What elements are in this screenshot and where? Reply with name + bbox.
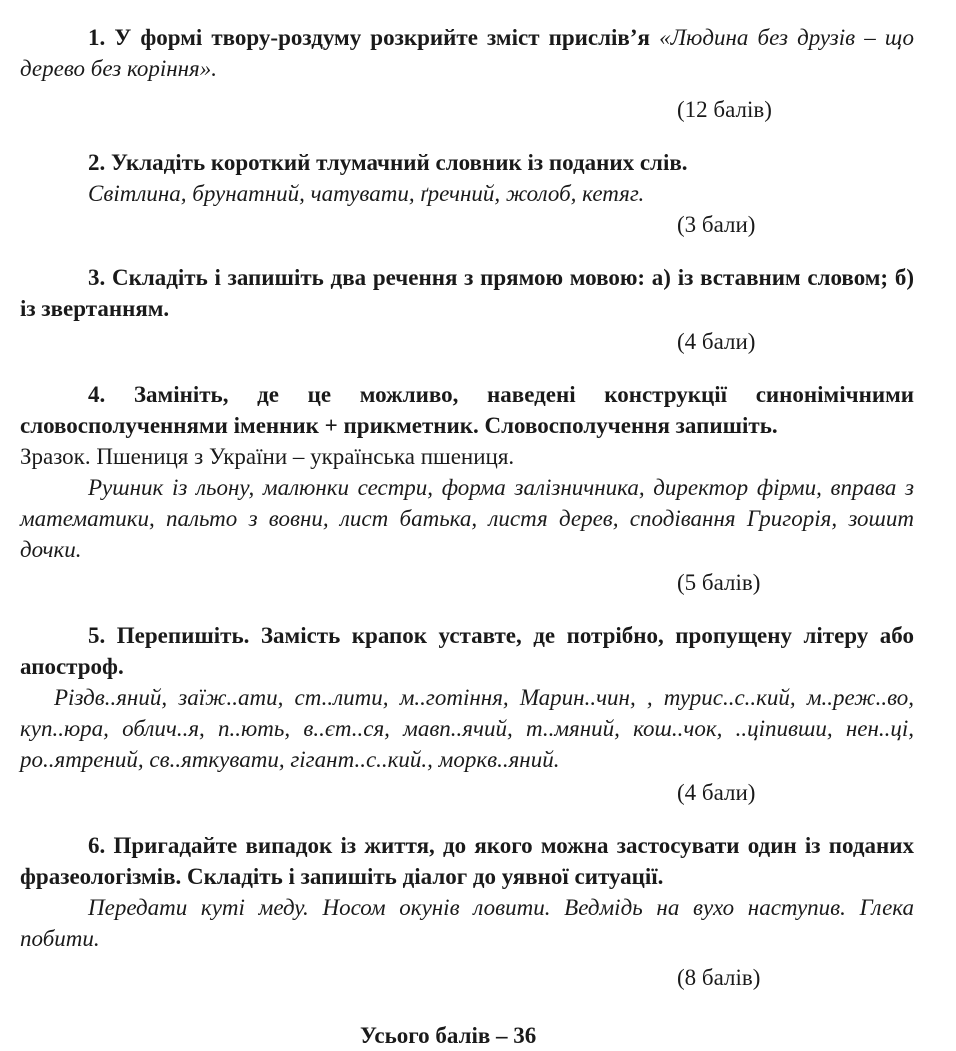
task-1-score: (12 балів) — [677, 97, 772, 122]
task-4-question: 4. Замініть, де це можливо, наведені конструкції синонімічними словосполученнями іменник + прикметник. Словосполучення запишіть. — [20, 382, 914, 438]
task-4-sample: Зразок. Пшениця з України – українська пшениця. — [20, 444, 515, 469]
task-4 — [20, 379, 914, 598]
task-1-proverb: «Людина без друзів – що дерево без коріння». — [20, 25, 915, 81]
task-5 — [20, 620, 914, 808]
task-2-words: Світлина, брунатний, чатувати, ґречний, жолоб, кетяг. — [88, 181, 645, 206]
task-2-question: 2. Укладіть короткий тлумачний словник із поданих слів. — [88, 150, 688, 175]
task-4-score: (5 балів) — [677, 570, 761, 595]
task-1-question-text: 1. У формі твору-роздуму розкрийте зміст прислів’я — [88, 25, 650, 50]
task-3-question: 3. Складіть і запишіть два речення з прямою мовою: а) із вставним словом; б) із звертанням. — [20, 265, 914, 321]
task-6-words: Передати куті меду. Носом окунів ловити. Ведмідь на вухо наступив. Глека побити. — [20, 895, 914, 951]
task-2 — [20, 147, 914, 240]
task-6-score: (8 балів) — [677, 965, 761, 990]
task-5-question: 5. Перепишіть. Замість крапок уставте, де потрібно, пропущену літеру або апостроф. — [20, 623, 914, 679]
task-6 — [20, 830, 914, 993]
task-1-question — [20, 22, 914, 84]
task-2-score: (3 бали) — [677, 212, 756, 237]
olympiad-task-sheet — [20, 22, 914, 993]
task-5-score: (4 бали) — [677, 780, 756, 805]
total-score-footer: Усього балів – 36 — [360, 1023, 537, 1048]
task-1 — [20, 22, 914, 125]
task-3 — [20, 262, 914, 357]
task-5-words: Різдв..яний, заїж..ати, ст..лити, м..готіння, Марин..чин, , турис..с..кий, м..реж..во, куп..юра, облич..я, п..ють, в..єт..ся, мавп..ячий, т..мяний, кош..чок, ..ціпивши, нен..ці, ро..ятрений, св..яткувати, гігант..с..кий., моркв..яний. — [20, 685, 914, 772]
task-3-score: (4 бали) — [677, 329, 756, 354]
task-6-question: 6. Пригадайте випадок із життя, до якого можна застосувати один із поданих фразеологізмів. Складіть і запишіть діалог до уявної ситуації. — [20, 833, 914, 889]
task-4-words: Рушник із льону, малюнки сестри, форма залізничника, директор фірми, вправа з математики, пальто з вовни, лист батька, листя дерев, сподівання Григорія, зошит дочки. — [20, 475, 914, 562]
